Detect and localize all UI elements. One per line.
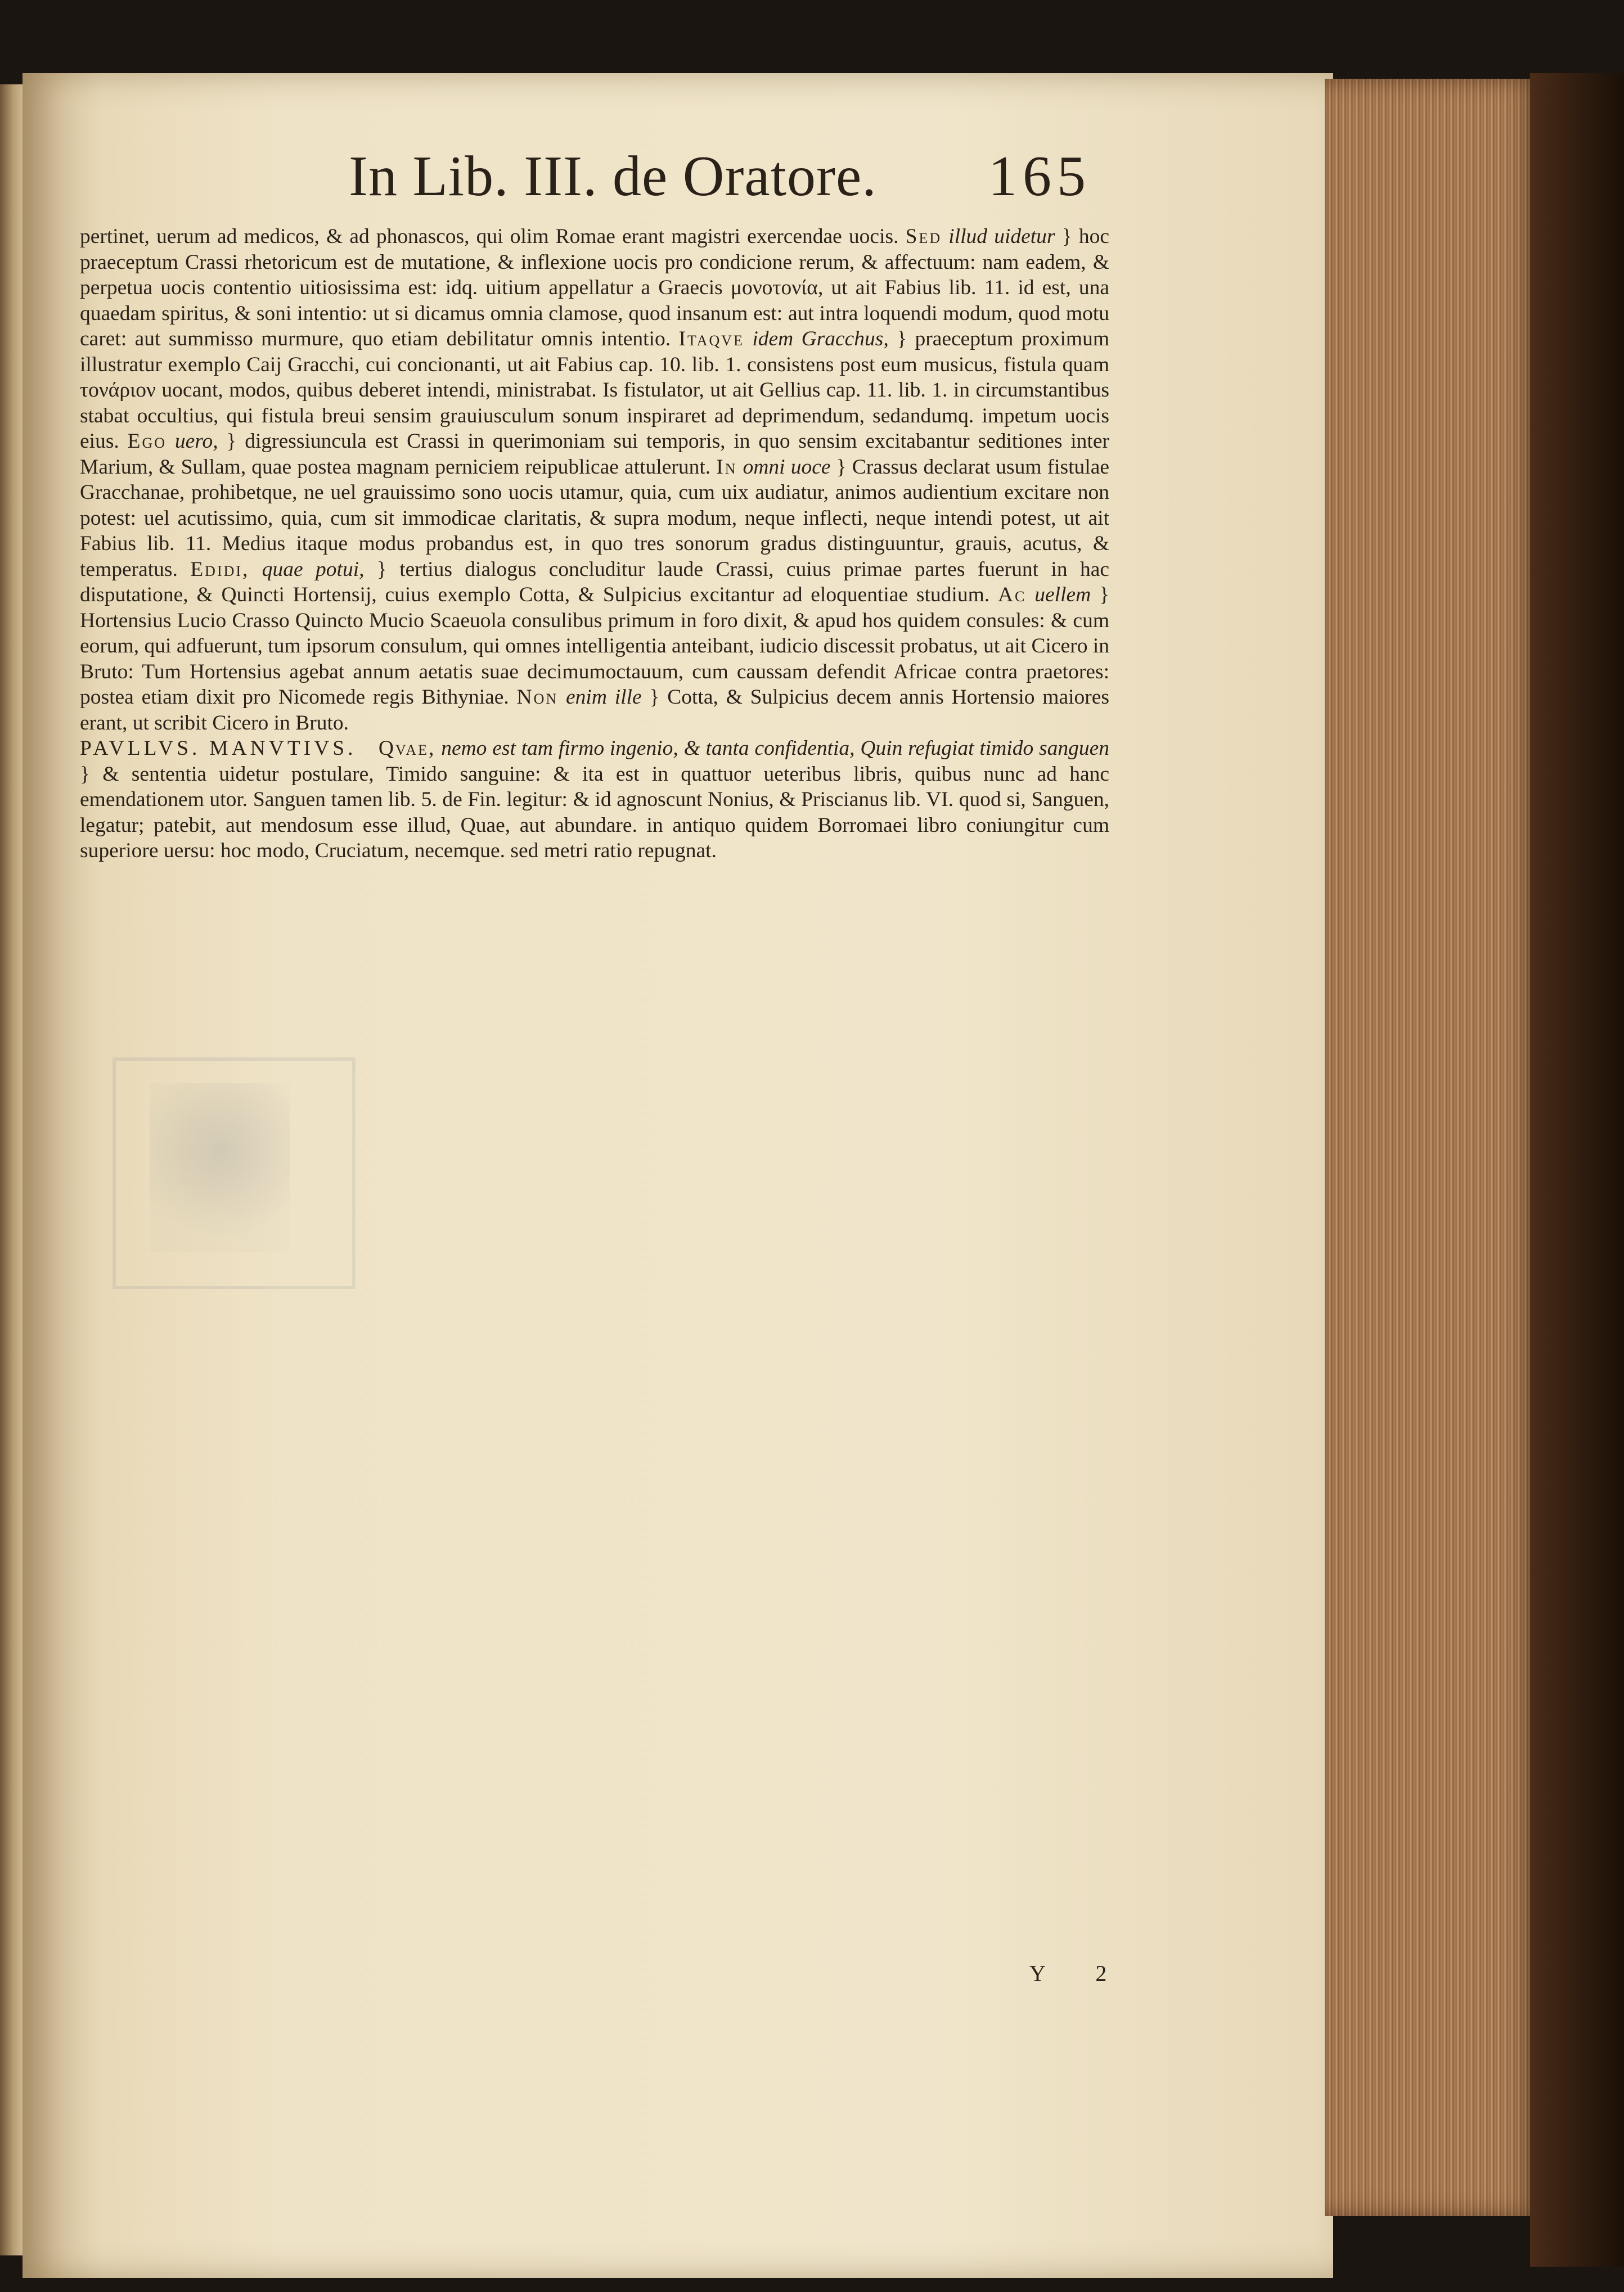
signature-mark: Y 2 xyxy=(1029,1961,1130,1986)
page-fore-edge xyxy=(1325,79,1538,2216)
running-title: In Lib. III. de Oratore. xyxy=(349,145,877,208)
page-number: 165 xyxy=(988,145,1091,208)
author-name: PAVLLVS. MANVTIVS. xyxy=(80,737,357,760)
main-text xyxy=(80,224,1109,864)
commentary-paragraph: pertinet, uerum ad medicos, & ad phonascos, qui olim Romae erant magistri exercendae uocis. Sed illud uidetur } hoc praeceptum Crassi rhetoricum est de mutatione, & inflexione uocis pro condicione rerum, & affectuum: nam eadem, & perpetua uocis contentio uitiosissima est: idq. uitium appellatur a Graecis μονοτονία, ut ait Fabius lib. 11. id est, una quaedam spiritus, & soni intentio: ut si dicamus omnia clamose, quod insanum est: aut intra loquendi modum, quod motu caret: aut summisso murmure, quo etiam debilitatur omnis intentio. Itaqve idem Gracchus, } praeceptum proximum illustratur exemplo Caij Gracchi, cui concionanti, ut ait Fabius cap. 10. lib. 1. consistens post eum musicus, fistula quam τονάριον uocant, modos, quibus deberet intendi, ministrabat. Is fistulator, ut ait Gellius cap. 11. lib. 1. in circumstantibus stabat occultius, qui fistula breui sensim grauiusculum sonum inspiraret ad deprimendum, sedandumq. impetum uocis eius. Ego uero, } digressiuncula est Crassi in querimoniam sui temporis, in quo sensim excitabantur seditiones inter Marium, & Sullam, quae postea magnam perniciem reipublicae attulerunt. In omni uoce } Crassus declarat usum fistulae Gracchanae, prohibetque, ne uel grauissimo sono uocis utamur, quia, cum uix audiatur, animos audientium excitare non potest: uel acutissimo, quia, cum sit immodicae claritatis, & supra modum, neque inflecti, neque intendi potest, ut ait Fabius lib. 11. Medius itaque modus probandus est, in quo tres sonorum gradus distinguuntur, grauis, acutus, & temperatus. Edidi, quae potui, } tertius dialogus concluditur laude Crassi, cuius primae partes fuerunt in hac disputatione, & Quincti Hortensij, cuius exemplo Cotta, & Sulpicius excitantur ad eloquentiae studium. Ac uellem } Hortensius Lucio Crasso Quincto Mucio Scaeuola consulibus primum in foro dixit, & apud hos quidem consules: & cum eorum, qui adfuerunt, tum ipsorum consulum, qui omnes intelligentia anteibant, iudicio discessit probatus, ut ait Cicero in Bruto: Tum Hortensius agebat annum aetatis suae decimumoctauum, cum caussam defendit Africae contra praetores: postea etiam dixit pro Nicomede regis Bithyniae. Non enim ille } Cotta, & Sulpicius decem annis Hortensio maiores erant, ut scribit Cicero in Bruto. xyxy=(80,225,1110,735)
running-header xyxy=(349,143,1091,217)
facing-page-edge xyxy=(0,84,23,2255)
book-cover xyxy=(1530,73,1624,2267)
show-through-initial-ornament xyxy=(113,1057,356,1289)
manutius-paragraph: PAVLLVS. MANVTIVS. Qvae, nemo est tam firmo ingenio, & tanta confidentia, Quin refugiat timido sanguen } & sententia uidetur postulare, Timido sanguine: & ita est in quattuor ueteribus libris, quibus nunc ad hanc emendationem utor. Sanguen tamen lib. 5. de Fin. legitur: & id agnoscunt Nonius, & Priscianus lib. VI. quod si, Sanguen, legatur; patebit, aut mendosum esse illud, Quae, aut abundare. in antiquo quidem Borromaei libro coniungitur cum superiore uersu: hoc modo, Cruciatum, necemque. sed metri ratio repugnat. xyxy=(80,737,1110,862)
